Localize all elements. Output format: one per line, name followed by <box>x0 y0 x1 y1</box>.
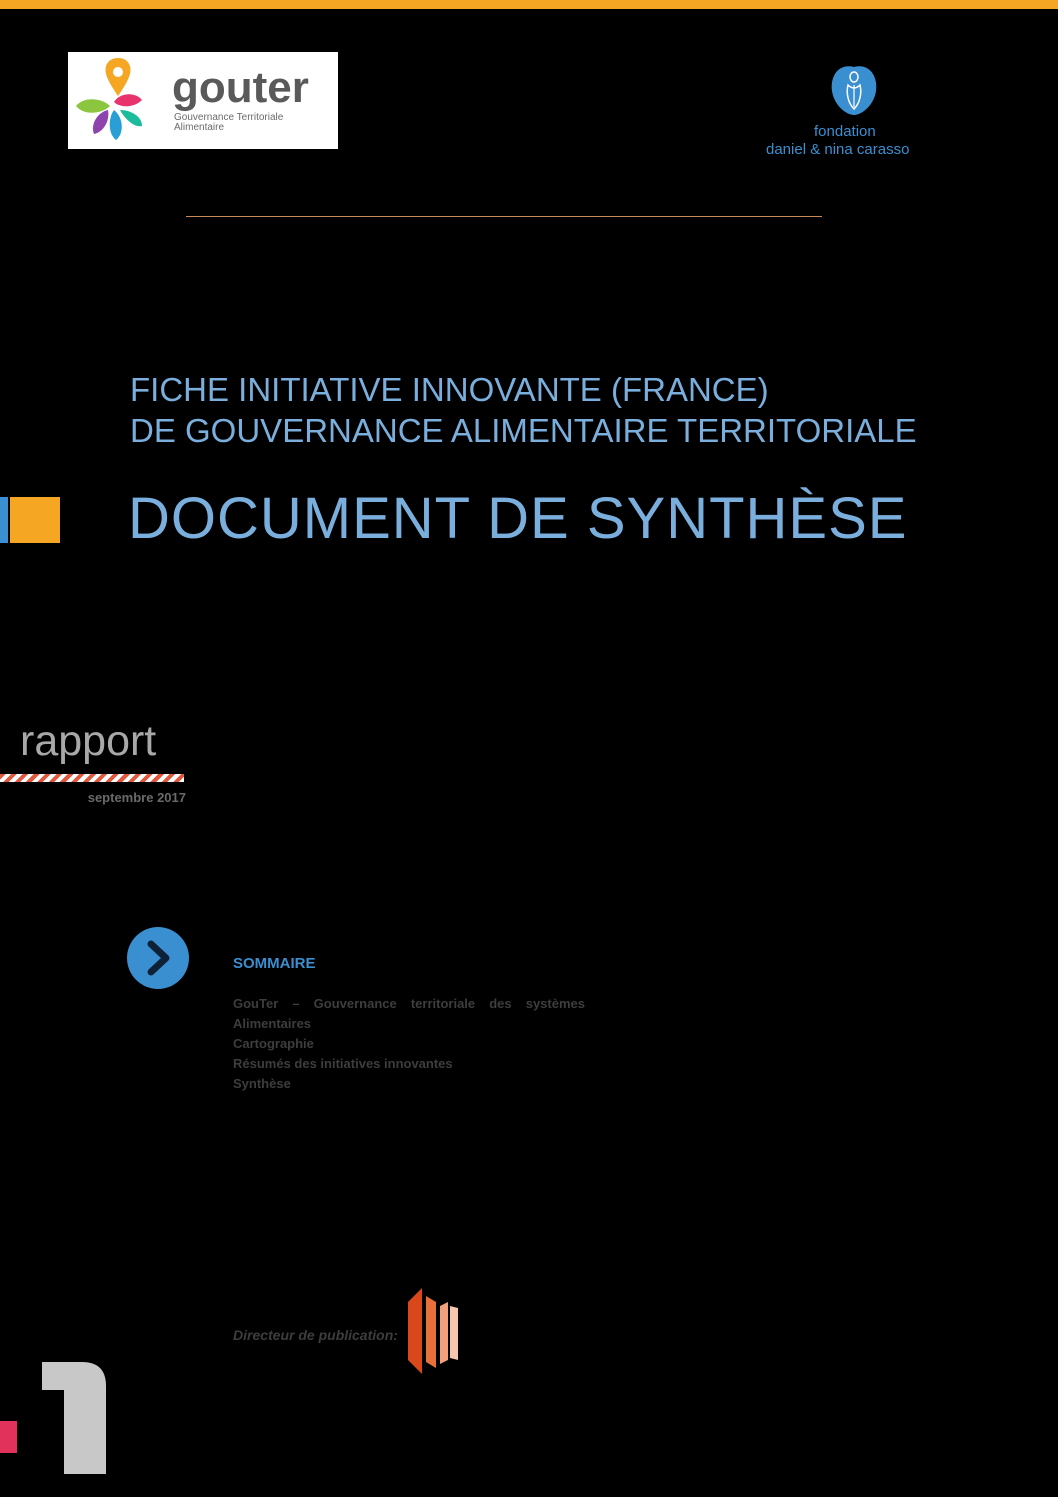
top-accent-bar <box>0 0 1058 9</box>
publisher-logo-icon <box>404 1288 460 1374</box>
title-accent-orange <box>10 497 60 543</box>
sommaire-item: Résumés des initiatives innovantes <box>233 1056 453 1071</box>
page-number <box>38 1362 108 1474</box>
sommaire-item: Cartographie <box>233 1036 314 1051</box>
cover-subtitle-line2: DE GOUVERNANCE ALIMENTAIRE TERRITORIALE <box>130 412 917 449</box>
page-number-text: 1 <box>38 1362 39 1363</box>
gouter-logo-name: gouter <box>172 63 309 112</box>
report-label: rapport <box>20 717 157 765</box>
report-stripe <box>0 774 184 782</box>
fondation-logo-line2: daniel & nina carasso <box>766 141 910 158</box>
sommaire-list <box>233 994 585 1094</box>
cover-main-title: DOCUMENT DE SYNTHÈSE <box>128 486 908 551</box>
report-date: septembre 2017 <box>87 790 186 805</box>
cover-subtitle-line1: FICHE INITIATIVE INNOVANTE (FRANCE) <box>130 371 769 408</box>
page-accent-square <box>0 1421 17 1453</box>
gouter-logo <box>68 52 338 149</box>
gouter-logo-tagline: Gouvernance Territoriale <box>174 112 284 123</box>
title-accent-blue <box>0 497 8 543</box>
sommaire-item: Alimentaires <box>233 1016 312 1031</box>
fondation-emblem-icon <box>828 63 880 117</box>
gouter-flower-icon <box>68 52 148 149</box>
gouter-logo-tagline: Alimentaire <box>174 122 225 133</box>
fondation-logo-line1: fondation <box>814 123 876 140</box>
publication-director-label: Directeur de publication: <box>233 1327 398 1343</box>
sommaire-title: SOMMAIRE <box>233 955 316 972</box>
sommaire-item: Synthèse <box>233 1076 291 1091</box>
header-divider <box>186 216 822 217</box>
chevron-right-icon <box>126 926 190 990</box>
sommaire-item: GouTer – Gouvernance territoriale des systèmes <box>233 996 585 1011</box>
